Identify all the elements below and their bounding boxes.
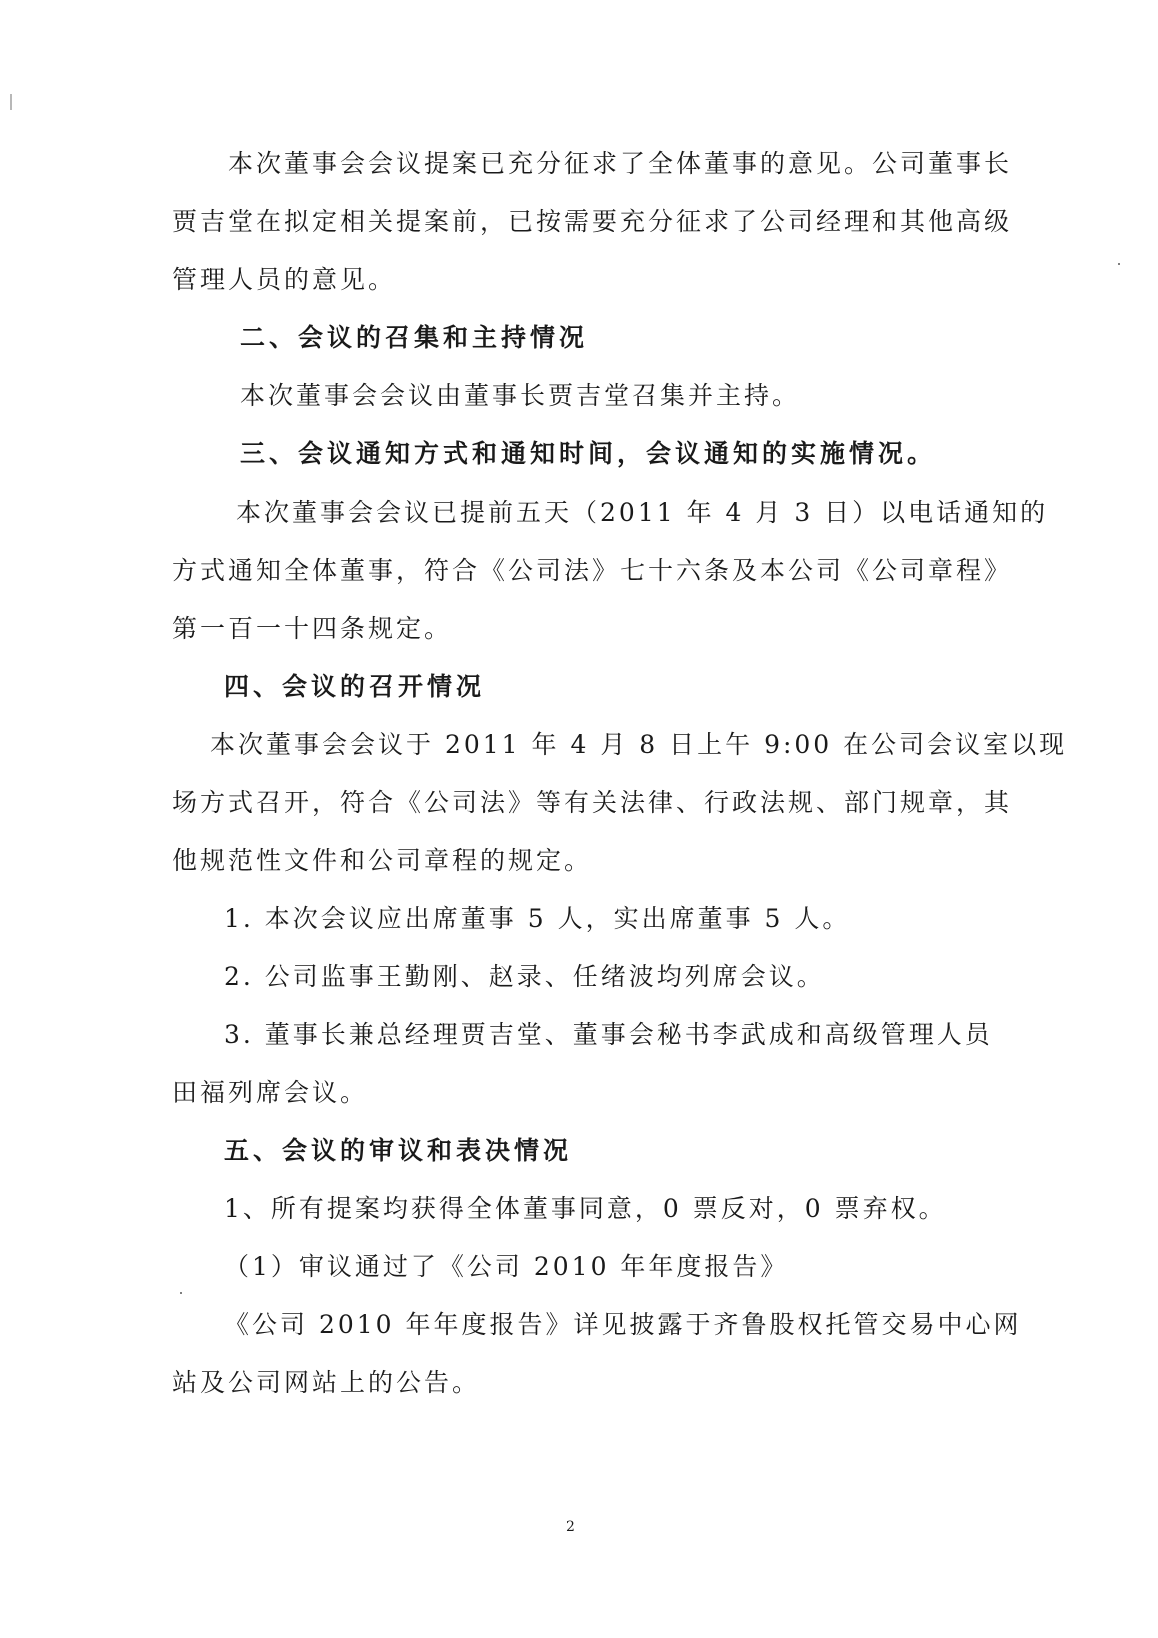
paragraph-line: 方式通知全体董事，符合《公司法》七十六条及本公司《公司章程》 — [172, 556, 1013, 585]
list-item: 3. 董事长兼总经理贾吉堂、董事会秘书李武成和高级管理人员 — [224, 1020, 993, 1049]
section-heading: 二、会议的召集和主持情况 — [240, 323, 589, 352]
list-item: 1. 本次会议应出席董事 5 人，实出席董事 5 人。 — [224, 904, 851, 933]
paragraph-line: 本次董事会会议由董事长贾吉堂召集并主持。 — [240, 381, 801, 410]
paragraph-line: 贾吉堂在拟定相关提案前，已按需要充分征求了公司经理和其他高级 — [172, 207, 1013, 236]
list-item: 2. 公司监事王勤刚、赵录、任绪波均列席会议。 — [224, 962, 825, 991]
paragraph-line: 本次董事会会议已提前五天（2011 年 4 月 3 日）以电话通知的 — [236, 498, 1049, 527]
paragraph-line: 本次董事会会议于 2011 年 4 月 8 日上午 9:00 在公司会议室以现 — [210, 730, 1068, 759]
paragraph-line: 本次董事会会议提案已充分征求了全体董事的意见。公司董事长 — [228, 149, 1013, 178]
paragraph-line: 他规范性文件和公司章程的规定。 — [172, 846, 593, 875]
paragraph-line: 管理人员的意见。 — [172, 265, 397, 294]
paragraph-line: 场方式召开，符合《公司法》等有关法律、行政法规、部门规章，其 — [172, 788, 1013, 817]
scan-speck — [1118, 263, 1120, 265]
paragraph-line: 1、所有提案均获得全体董事同意，0 票反对，0 票弃权。 — [224, 1194, 947, 1223]
paragraph-line: 田福列席会议。 — [172, 1078, 369, 1107]
section-heading: 四、会议的召开情况 — [224, 672, 486, 701]
section-heading: 三、会议通知方式和通知时间，会议通知的实施情况。 — [240, 439, 937, 468]
paragraph-line: 第一百一十四条规定。 — [172, 614, 453, 643]
paragraph-line: （1）审议通过了《公司 2010 年年度报告》 — [224, 1252, 789, 1281]
scan-speck — [180, 1292, 182, 1294]
scan-edge-mark — [10, 94, 12, 110]
paragraph-line: 站及公司网站上的公告。 — [172, 1368, 481, 1397]
page-number: 2 — [566, 1519, 575, 1535]
section-heading: 五、会议的审议和表决情况 — [224, 1136, 573, 1165]
paragraph-line: 《公司 2010 年年度报告》详见披露于齐鲁股权托管交易中心网 — [224, 1310, 1022, 1339]
